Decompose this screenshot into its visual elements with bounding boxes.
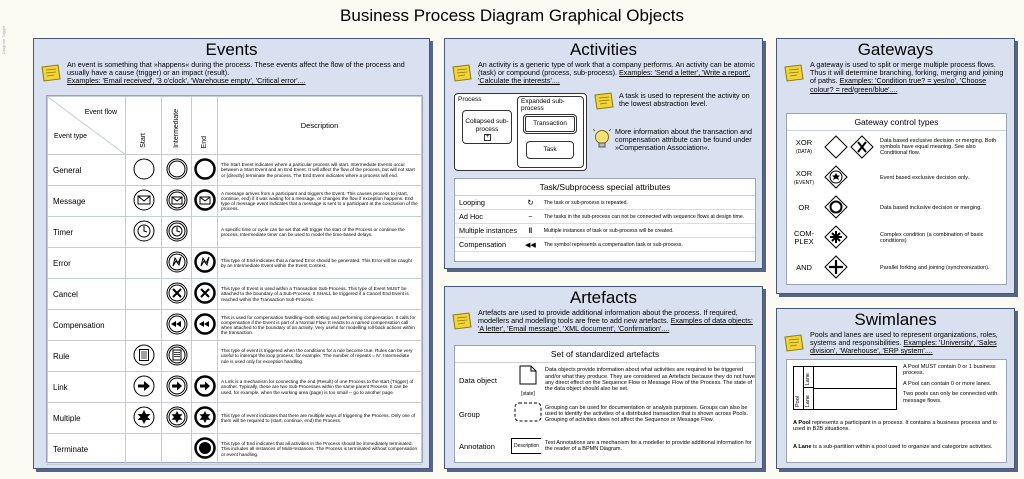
table-row (48, 248, 422, 279)
events-panel (33, 38, 430, 469)
table-row (48, 403, 422, 434)
state-label: [state] (521, 390, 535, 397)
event-name: General (48, 155, 126, 186)
page-title: Business Process Diagram Graphical Objects (340, 6, 684, 25)
event-name: Rule (48, 341, 126, 372)
events-examples: Examples: 'Email received', '3 o'clock', 'Warehouse empty', 'Critical error'.... (67, 76, 306, 86)
event-name: Compensation (48, 310, 126, 341)
event-name: Error (48, 248, 126, 279)
gateways-examples: Examples: 'Condition true? = yes/no', 'Choose colour? = red/green/blue'.... (810, 76, 987, 94)
events-title: Events (205, 40, 258, 59)
table-row (787, 131, 1006, 163)
table-row (787, 253, 1006, 283)
col-end: End (192, 97, 218, 155)
task-note (593, 92, 758, 110)
pool-bold: Pool (798, 420, 811, 426)
attr-name: Ad Hoc (455, 210, 521, 224)
table-row (455, 238, 755, 252)
artefacts-intro (445, 309, 762, 334)
event-desc: This type of event indicates that there are multiple ways of triggering the Process. Only one of them will be required to (start, continue, end) the Process. (218, 403, 422, 434)
error-end-icon (194, 251, 216, 273)
note-icon (451, 64, 473, 82)
annotation-icon: Description (511, 438, 541, 454)
table-row (48, 217, 422, 248)
link-end-icon (194, 375, 216, 397)
artefact-name: Data object (459, 375, 497, 385)
event-desc: This type of End indicates that all activities in the Process should be immediately terminated. This includes all instances of Multi-Instances. The Process is terminated without compensation or event handling. (218, 434, 422, 465)
table-row (787, 193, 1006, 223)
events-table-box (46, 95, 423, 463)
gateway-name: OR (798, 203, 810, 212)
event-desc: This is used for compensation handling--both setting and performing compensation. It calls for compensation if the Event is part of a Normal Flow. It reacts to a named compensation call when attached to the boundary of an activity. Very useful for modelling roll-back actions within the transaction. (218, 310, 422, 341)
table-row (48, 155, 422, 186)
loop-icon: ↻ (521, 196, 540, 210)
attr-name: Compensation (455, 238, 521, 252)
gateway-desc: Data based inclusive decision or merging. (880, 204, 982, 211)
gateway-desc: Event based exclusive decision only. (880, 174, 970, 181)
artefact-desc: Grouping can be used for documentation or analysis purposes. Groups can also be used to identify the activities of a distributed transaction that is shown across Pools. Grouping of activities does not affect the Sequence or Message Flow. (545, 404, 748, 424)
gateway-desc: Complex condition (a combination of basic conditions) (880, 231, 984, 244)
event-desc: This type of End indicates that a named Error should be generated. This Error will be caught by an Intermediate Event within the Event Context. (218, 248, 422, 279)
table-row (455, 210, 755, 224)
gateway-types-box (786, 113, 1007, 285)
message-intermediate-icon (166, 189, 188, 211)
pool-text: A Pool represents a participant in a process. It contains a business process and is used in B2B situations. (793, 420, 997, 433)
header-corner (48, 97, 126, 155)
event-desc: This type of event is triggered when the conditions for a rule become true. Rules can be very useful to interrupt the loop process, for example: 'The number of repeats = N'. Intermediate rule is used only for exception handling. (218, 341, 422, 372)
event-name: Timer (48, 217, 126, 248)
complex-gateway-icon (824, 225, 848, 249)
gateway-table (787, 131, 1006, 283)
pool-note: A Pool MUST contain 0 or 1 business process. (903, 364, 996, 377)
group-icon (513, 401, 543, 423)
note-icon (783, 64, 805, 82)
gateway-sub: (DATA) (796, 148, 812, 155)
gateway-desc: Data based exclusive decision or merging. Both symbols have equal meaning. See also Conditional flow. (880, 137, 997, 157)
table-row (787, 163, 1006, 193)
attr-desc: The task or sub-process is repeated. (540, 196, 755, 210)
expanded-label: Expanded sub-process (521, 98, 565, 112)
table-row (455, 431, 755, 461)
table-row (48, 279, 422, 310)
col-start: Start (126, 97, 162, 155)
col-type-label: Event type (54, 133, 88, 140)
swimlanes-examples: Examples: 'University', 'Sales division', 'Warehouse', 'ERP system'.... (810, 338, 997, 356)
attr-desc: Multiple instances of task or sub-process will be created. (540, 224, 755, 238)
data-object-icon (516, 364, 540, 394)
compensation-note (593, 128, 758, 153)
gateway-name: AND (796, 263, 812, 272)
table-row (455, 224, 755, 238)
gateways-title: Gateways (857, 40, 934, 59)
table-row (48, 372, 422, 403)
note-icon (451, 312, 473, 330)
timer-intermediate-icon (166, 220, 188, 242)
table-row (455, 363, 755, 397)
attributes-box (454, 178, 756, 262)
rule-intermediate-icon (166, 344, 188, 366)
transaction-box: Transaction (523, 114, 577, 134)
event-desc: A Link is a mechanism for connecting the end (Result) of one Process to the start (Trigger) of another. Typically, these are two Sub-Processes within the same parent Process. It can be used, for example, when the working area (page) is too small -- go to another page. (218, 372, 422, 403)
artefacts-examples: Examples of data objects: 'A letter', 'Email message', 'XML document', 'Confirmation'.... (478, 316, 753, 334)
expanded-subprocess (517, 96, 584, 168)
table-row (455, 397, 755, 431)
events-intro-text: An event is something that »happens« during the process. These events affect the flow of the process and usually have a cause (trigger) or an impact (result). (67, 60, 405, 78)
attr-name: Multiple instances (455, 224, 521, 238)
gateway-sub: (EVENT) (794, 179, 814, 186)
lightbulb-icon (593, 128, 611, 152)
gateway-sub: PLEX (794, 237, 814, 246)
event-desc: This type of Event is used within a Transaction Sub-Process. This type of Event MUST be attached to the boundary of a Sub-Process. It SHALL be triggered if a Cancel End Event is reached within the Transaction Sub-Process. (218, 279, 422, 310)
task-box: Task (526, 141, 574, 159)
lane-bold: Lane (798, 444, 812, 450)
event-name: Link (48, 372, 126, 403)
table-row (787, 223, 1006, 253)
plus-marker-icon: + (485, 134, 490, 140)
artefacts-title: Artefacts (569, 288, 638, 307)
artefact-table (455, 363, 755, 461)
multiple-start-icon (133, 406, 155, 428)
activities-examples: Examples: 'Send a letter', 'Write a report', 'Calculate the interests'.... (478, 68, 751, 86)
adhoc-icon: ~ (521, 210, 540, 224)
link-intermediate-icon (166, 375, 188, 397)
table-row (48, 186, 422, 217)
pool-text-body: represents a participant in a process. It contains a business process and is used in B2B situations. (793, 420, 997, 433)
pool-label: Pool (795, 395, 801, 407)
event-desc: A message arrives from a participant and triggers the Event. This causes process to (start, continue, end) if it was waiting for a message, or changes the flow if exception happens. End type of message event indicates that a message is sent to a participant at the conclusion of the process. (218, 186, 422, 217)
error-intermediate-icon (166, 251, 188, 273)
artefact-set-title: Set of standardized artefacts (455, 346, 755, 363)
and-gateway-icon (824, 255, 848, 279)
artefact-desc: Data objects provide information about what activities are required to be triggered and/or what they produce. They are considered as Artefacts because they do not have any direct effect on the Sequence Flow or Message Flow of the Process. The state of the data object should also be set. (545, 367, 755, 393)
terminate-end-icon (194, 437, 216, 459)
event-desc: A specific time or cycle can be set that will trigger the start of the Process or continue the process. Intermediate timer can be used to model the time-based delays. (218, 217, 422, 248)
pool-note: Two pools can only be connected with message flows. (903, 391, 998, 404)
activities-intro-text: An activity is a generic type of work that a company performs. An activity can be atomic (task) or compound (process, sub-process). (478, 60, 755, 78)
lane-text-body: is a sub-partition within a pool used to organize and categorize activities. (813, 444, 993, 450)
cancel-intermediate-icon (166, 282, 188, 304)
events-table (47, 96, 422, 465)
end-event-icon (194, 158, 216, 180)
collapsed-label: Collapsed sub-process (465, 118, 509, 133)
artefacts-panel (444, 286, 763, 469)
col-intermediate: Intermediate (162, 97, 192, 155)
cancel-end-icon (194, 282, 216, 304)
events-intro (34, 61, 429, 86)
swimlanes-title: Swimlanes (854, 310, 937, 329)
lane-label: Lane (805, 372, 811, 385)
artefacts-intro-text: Artefacts are used to provide additional information about the process. If required, modellers and modelling tools are free to add new artefacts. (478, 308, 738, 326)
pool-notes (903, 364, 1003, 404)
activities-title: Activities (569, 40, 638, 59)
xor-gateway-icon (824, 135, 848, 159)
process-label: Process (458, 96, 482, 103)
event-gateway-icon (824, 165, 848, 189)
attr-desc: The tasks in the sub-process can not be connected with sequence flows at design time. (540, 210, 755, 224)
attributes-table (455, 196, 755, 252)
compensation-intermediate-icon (166, 313, 188, 335)
table-row (455, 196, 755, 210)
link-start-icon (133, 375, 155, 397)
pool-diagram (793, 366, 897, 410)
multi-instance-icon: ǁ (521, 224, 540, 238)
task-note-text: A task is used to represent the activity on the lowest abstraction level. (619, 91, 750, 109)
swimlanes-panel (776, 308, 1015, 469)
compensation-icon: ◀◀ (521, 238, 540, 252)
swimlanes-intro (777, 331, 1014, 356)
multiple-end-icon (194, 406, 216, 428)
event-name: Terminate (48, 434, 126, 465)
gateway-name: XOR (795, 137, 813, 147)
xor-marker-gateway-icon (850, 135, 874, 159)
artefact-name: Annotation (459, 441, 495, 451)
table-row (48, 341, 422, 372)
artefact-set-box (454, 345, 756, 463)
attributes-title: Task/Subprocess special attributes (455, 179, 755, 196)
intermediate-event-icon (166, 158, 188, 180)
gateway-types-title: Gateway control types (787, 114, 1006, 131)
attr-name: Looping (455, 196, 521, 210)
activities-panel (444, 38, 763, 269)
col-description: Description (218, 97, 422, 155)
process-diagram (454, 93, 587, 171)
note-icon (593, 92, 615, 110)
pool-note: A Pool can contain 0 or more lanes. (903, 380, 992, 387)
note-icon (783, 334, 805, 352)
lane-label: Lane (805, 394, 811, 407)
event-name: Multiple (48, 403, 126, 434)
table-row (48, 434, 422, 465)
artefact-desc: Text Annotations are a mechanism for a modeller to provide additional information for the reader of a BPMN Diagram. (545, 439, 752, 452)
gateways-intro-text: A gateway is used to split or merge multiple process flows. Thus it will determine branching, forking, merging and joining of paths. (810, 60, 1004, 86)
attr-desc: The symbol represents a compensation task or sub-process. (540, 238, 755, 252)
gateways-panel (776, 38, 1015, 294)
lane-text: A Lane is a sub-partition within a pool used to organize and categorize activities. (793, 444, 993, 450)
gateway-name: COM- (794, 229, 814, 238)
message-start-icon (133, 189, 155, 211)
message-end-icon (194, 189, 216, 211)
compensation-end-icon (194, 313, 216, 335)
gateway-name: XOR (795, 168, 813, 178)
swimlanes-intro-text: Pools and lanes are used to represent organizations, roles, systems and responsibilities. (810, 330, 998, 348)
collapsed-subprocess (462, 110, 512, 144)
gateway-desc: Parallel forking and joining (synchronization). (880, 264, 990, 271)
activities-intro (445, 61, 762, 86)
swimlane-box (786, 359, 1007, 463)
timer-start-icon (133, 220, 155, 242)
note-icon (40, 64, 62, 82)
side-label: Diagram Trigger (1, 25, 6, 54)
gateways-intro (777, 61, 1014, 94)
multiple-intermediate-icon (166, 406, 188, 428)
start-event-icon (133, 158, 155, 180)
col-flow-label: Event flow (84, 109, 117, 116)
rule-start-icon (133, 344, 155, 366)
event-name: Message (48, 186, 126, 217)
artefact-name: Group (459, 409, 480, 419)
event-name: Cancel (48, 279, 126, 310)
table-row (48, 310, 422, 341)
event-desc: The Start Event indicates where a particular process will start. Intermediate Events occur between a Start Event and an End Event. It will affect the flow of the process, but will not start or (directly) terminate the process. The End Event indicates where a process will end. (218, 155, 422, 186)
or-gateway-icon (824, 195, 848, 219)
compensation-note-text: More information about the transaction and compensation attribute can be found under »Compensation Association«. (615, 127, 753, 153)
